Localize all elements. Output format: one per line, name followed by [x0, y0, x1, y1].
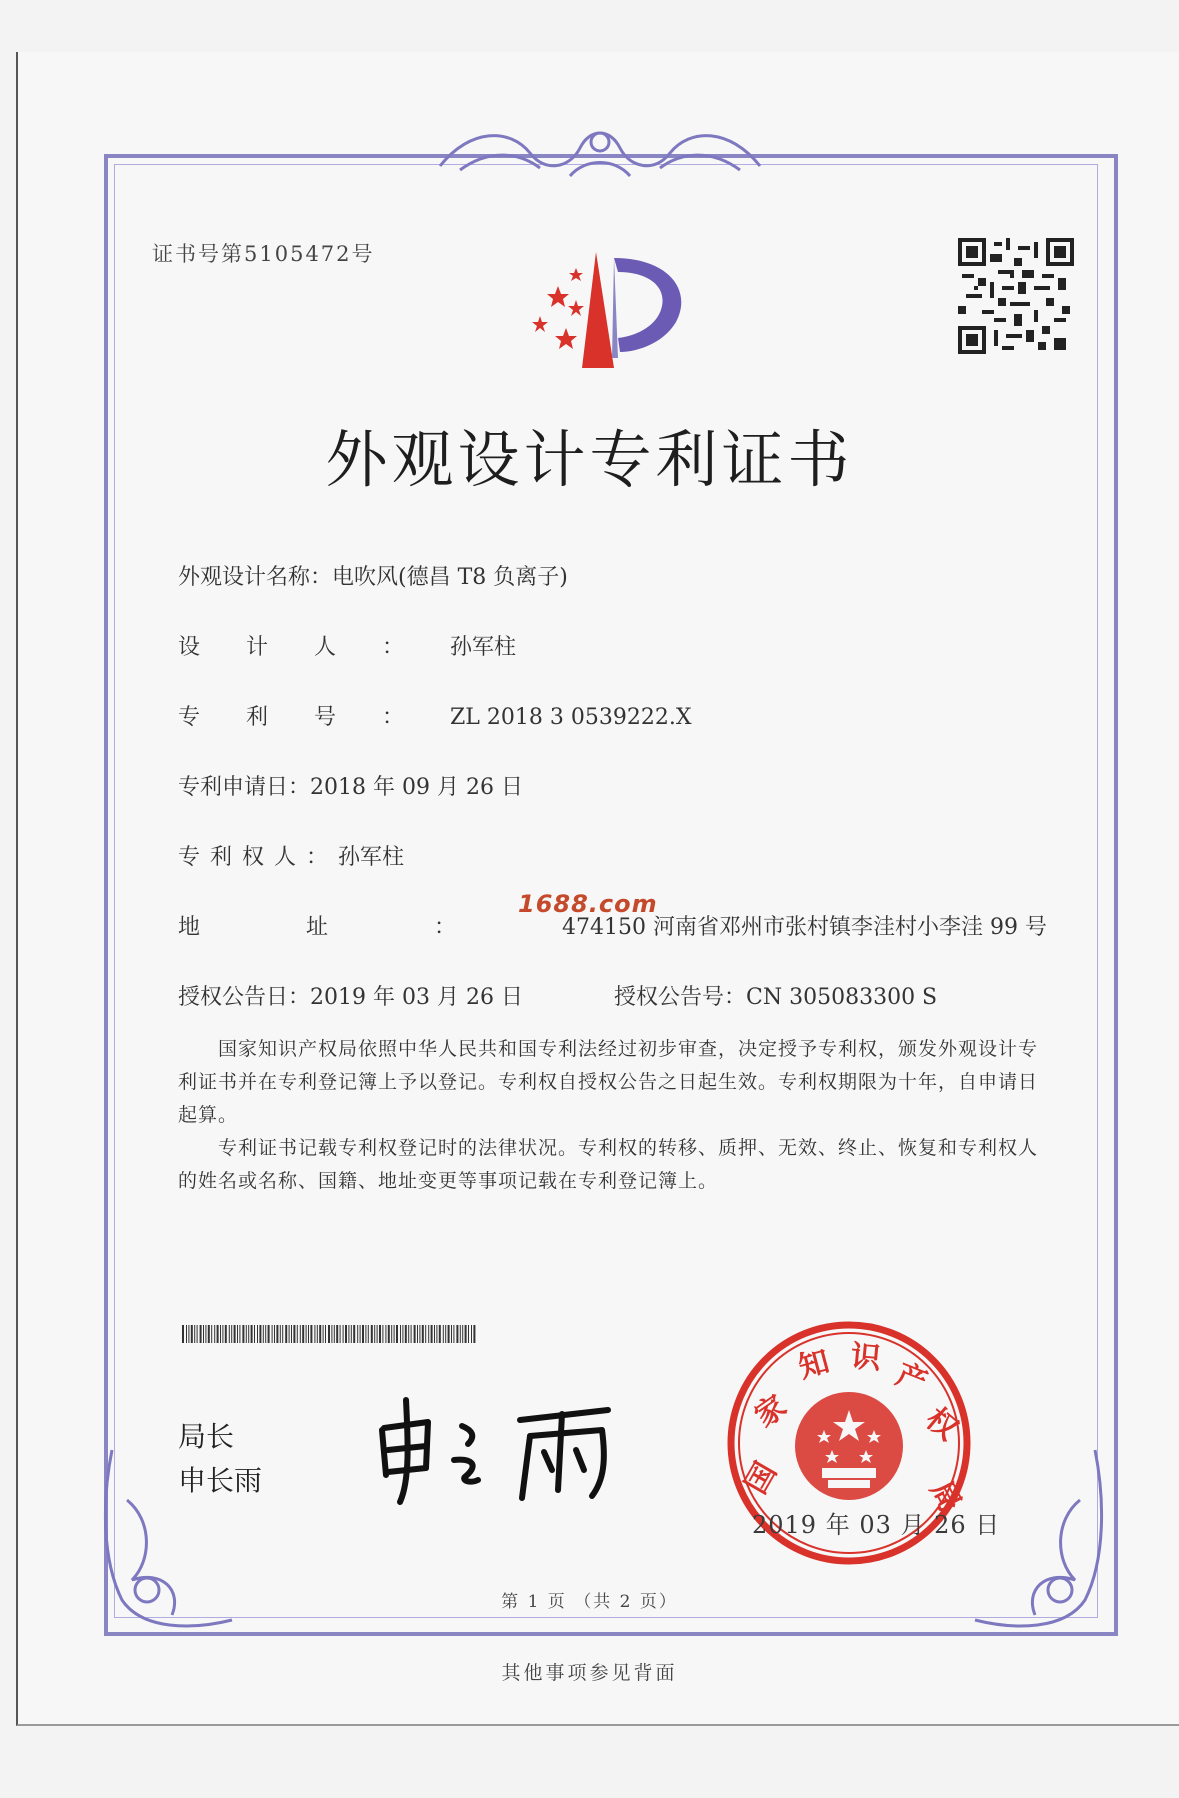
barcode-bar	[396, 1325, 398, 1343]
barcode-bar	[473, 1325, 475, 1343]
barcode-bar	[231, 1325, 232, 1343]
barcode-bar	[385, 1325, 386, 1343]
barcode-bar	[203, 1325, 204, 1343]
barcode-bar	[439, 1325, 441, 1343]
barcode-bar	[436, 1325, 437, 1343]
barcode-bar	[391, 1325, 392, 1343]
patent-office-emblem	[518, 240, 708, 380]
grant-number-value: CN 305083300 S	[746, 985, 938, 1010]
barcode-bar	[276, 1325, 278, 1343]
grant-date-label: 授权公告日：	[178, 985, 311, 1010]
barcode-bar	[268, 1325, 270, 1343]
barcode-bar	[300, 1325, 301, 1343]
barcode-bar	[302, 1325, 304, 1343]
barcode-bar	[263, 1325, 264, 1343]
application-date-value: 2018 年 09 月 26 日	[310, 775, 523, 800]
barcode-bar	[425, 1325, 426, 1343]
barcode-bar	[239, 1325, 240, 1343]
barcode-bar	[188, 1325, 189, 1343]
barcode-bar	[448, 1325, 450, 1343]
barcode-bar	[200, 1325, 202, 1343]
barcode-bar	[468, 1325, 469, 1343]
barcode-bar	[259, 1325, 261, 1343]
watermark-1688: 1688.com	[518, 890, 658, 918]
signatory-role: 局长	[178, 1420, 235, 1453]
barcode-bar	[280, 1325, 281, 1343]
barcode-bar	[417, 1325, 418, 1343]
barcode-bar	[456, 1325, 458, 1343]
patentee-row	[178, 840, 404, 871]
barcode-bar	[351, 1325, 352, 1343]
application-date-row	[178, 770, 523, 801]
barcode-bar	[394, 1325, 395, 1343]
barcode-bar	[419, 1325, 420, 1343]
barcode-bar	[237, 1325, 238, 1343]
barcode-bar	[445, 1325, 446, 1343]
design-name-row	[178, 560, 568, 591]
signatory-name: 申长雨	[178, 1464, 263, 1497]
barcode-bar	[443, 1325, 444, 1343]
barcode-bar	[229, 1325, 230, 1343]
svg-text:识: 识	[849, 1339, 883, 1377]
address-label: 地址：	[178, 915, 563, 940]
barcode-bar	[191, 1325, 193, 1343]
barcode-bar	[460, 1325, 461, 1343]
application-date-label: 专利申请日：	[178, 775, 311, 800]
barcode-bar	[411, 1325, 412, 1343]
barcode-bar	[336, 1325, 338, 1343]
barcode-bar	[382, 1325, 383, 1343]
barcode-bar	[348, 1325, 349, 1343]
svg-text:家: 家	[748, 1388, 794, 1435]
top-ornament	[420, 118, 780, 188]
barcode-bar	[197, 1325, 198, 1343]
barcode-bar	[343, 1325, 344, 1343]
patent-number-row	[178, 700, 692, 731]
barcode-bar	[317, 1325, 318, 1343]
barcode-bar	[345, 1325, 347, 1343]
patent-number-value: ZL 2018 3 0539222.X	[450, 705, 692, 730]
barcode-bar	[242, 1325, 244, 1343]
barcode-bar	[368, 1325, 369, 1343]
barcode-bar	[182, 1325, 184, 1343]
svg-text:国: 国	[738, 1456, 784, 1500]
barcode-bar	[186, 1325, 187, 1343]
patent-number-label: 专利号：	[178, 705, 451, 730]
barcode-bar	[220, 1325, 221, 1343]
seal-date: 2019 年 03 月 26 日	[752, 1511, 1001, 1539]
qr-code	[958, 238, 1074, 354]
barcode-bar	[388, 1325, 390, 1343]
barcode-bar	[414, 1325, 416, 1343]
barcode-bar	[408, 1325, 409, 1343]
page-indicator: 第 1 页 （共 2 页）	[501, 1592, 678, 1612]
barcode-bar	[319, 1325, 321, 1343]
barcode-bar	[217, 1325, 219, 1343]
barcode-bar	[257, 1325, 258, 1343]
svg-text:知: 知	[795, 1344, 834, 1386]
barcode-bar	[377, 1325, 378, 1343]
barcode-bar	[234, 1325, 236, 1343]
barcode-bar	[308, 1325, 309, 1343]
barcode-bar	[471, 1325, 472, 1343]
grant-number-row	[614, 980, 937, 1011]
barcode-bar	[251, 1325, 253, 1343]
address-value: 474150 河南省邓州市张村镇李洼村小李洼 99 号	[562, 915, 1047, 940]
barcode-bar	[328, 1325, 330, 1343]
barcode-bar	[453, 1325, 454, 1343]
barcode-bar	[371, 1325, 373, 1343]
barcode-bar	[246, 1325, 247, 1343]
barcode-bar	[428, 1325, 429, 1343]
handwritten-signature	[370, 1380, 630, 1510]
barcode-bar	[357, 1325, 358, 1343]
barcode-bar	[422, 1325, 424, 1343]
signatory-block	[178, 1415, 262, 1503]
barcode	[182, 1325, 476, 1343]
barcode-bar	[434, 1325, 435, 1343]
designer-row	[178, 630, 516, 661]
designer-label: 设计人：	[178, 635, 451, 660]
barcode-bar	[289, 1325, 290, 1343]
barcode-bar	[462, 1325, 463, 1343]
barcode-bar	[365, 1325, 366, 1343]
barcode-bar	[465, 1325, 467, 1343]
barcode-bar	[340, 1325, 341, 1343]
barcode-bar	[222, 1325, 223, 1343]
grant-date-value: 2019 年 03 月 26 日	[310, 985, 523, 1010]
barcode-bar	[323, 1325, 324, 1343]
certificate-number: 证书号第5105472号	[152, 242, 375, 266]
barcode-bar	[405, 1325, 407, 1343]
barcode-bar	[334, 1325, 335, 1343]
barcode-bar	[400, 1325, 401, 1343]
barcode-bar	[451, 1325, 452, 1343]
paragraph-legal-status: 专利证书记载专利权登记时的法律状况。专利权的转移、质押、无效、终止、恢复和专利权人的姓名或名称、国籍、地址变更等事项记载在专利登记簿上。	[178, 1137, 1039, 1192]
barcode-bar	[402, 1325, 403, 1343]
design-name-label: 外观设计名称：	[178, 565, 333, 590]
barcode-bar	[310, 1325, 312, 1343]
barcode-bar	[293, 1325, 295, 1343]
designer-value: 孙军柱	[450, 635, 517, 660]
barcode-bar	[325, 1325, 326, 1343]
barcode-bar	[297, 1325, 298, 1343]
barcode-bar	[431, 1325, 433, 1343]
barcode-bar	[265, 1325, 266, 1343]
barcode-bar	[374, 1325, 375, 1343]
barcode-bar	[331, 1325, 332, 1343]
barcode-bar	[353, 1325, 355, 1343]
barcode-bar	[211, 1325, 212, 1343]
barcode-bar	[285, 1325, 287, 1343]
paragraph-grant: 国家知识产权局依照中华人民共和国专利法经过初步审查，决定授予专利权，颁发外观设计专利证书并在专利登记簿上予以登记。专利权自授权公告之日起生效。专利权期限为十年，自申请日起算。	[178, 1038, 1039, 1126]
patentee-value: 孙军柱	[338, 845, 405, 870]
barcode-bar	[314, 1325, 315, 1343]
barcode-bar	[208, 1325, 210, 1343]
barcode-bar	[205, 1325, 206, 1343]
barcode-bar	[254, 1325, 255, 1343]
barcode-bar	[282, 1325, 283, 1343]
barcode-bar	[306, 1325, 307, 1343]
footer-note: 其他事项参见背面	[501, 1662, 678, 1684]
grant-date-row	[178, 980, 523, 1011]
barcode-bar	[274, 1325, 275, 1343]
certificate-title: 外观设计专利证书	[325, 423, 854, 496]
barcode-bar	[194, 1325, 195, 1343]
barcode-bar	[362, 1325, 364, 1343]
barcode-bar	[248, 1325, 249, 1343]
barcode-bar	[214, 1325, 215, 1343]
barcode-bar	[225, 1325, 227, 1343]
barcode-bar	[272, 1325, 273, 1343]
patentee-label: 专利权人：	[178, 845, 339, 870]
svg-text:局: 局	[922, 1475, 968, 1519]
design-name-value: 电吹风(德昌 T8 负离子)	[332, 565, 568, 590]
svg-text:产: 产	[891, 1356, 932, 1401]
barcode-bar	[360, 1325, 361, 1343]
barcode-bar	[379, 1325, 381, 1343]
svg-text:权: 权	[918, 1401, 965, 1448]
grant-number-label: 授权公告号：	[614, 985, 747, 1010]
barcode-bar	[291, 1325, 292, 1343]
